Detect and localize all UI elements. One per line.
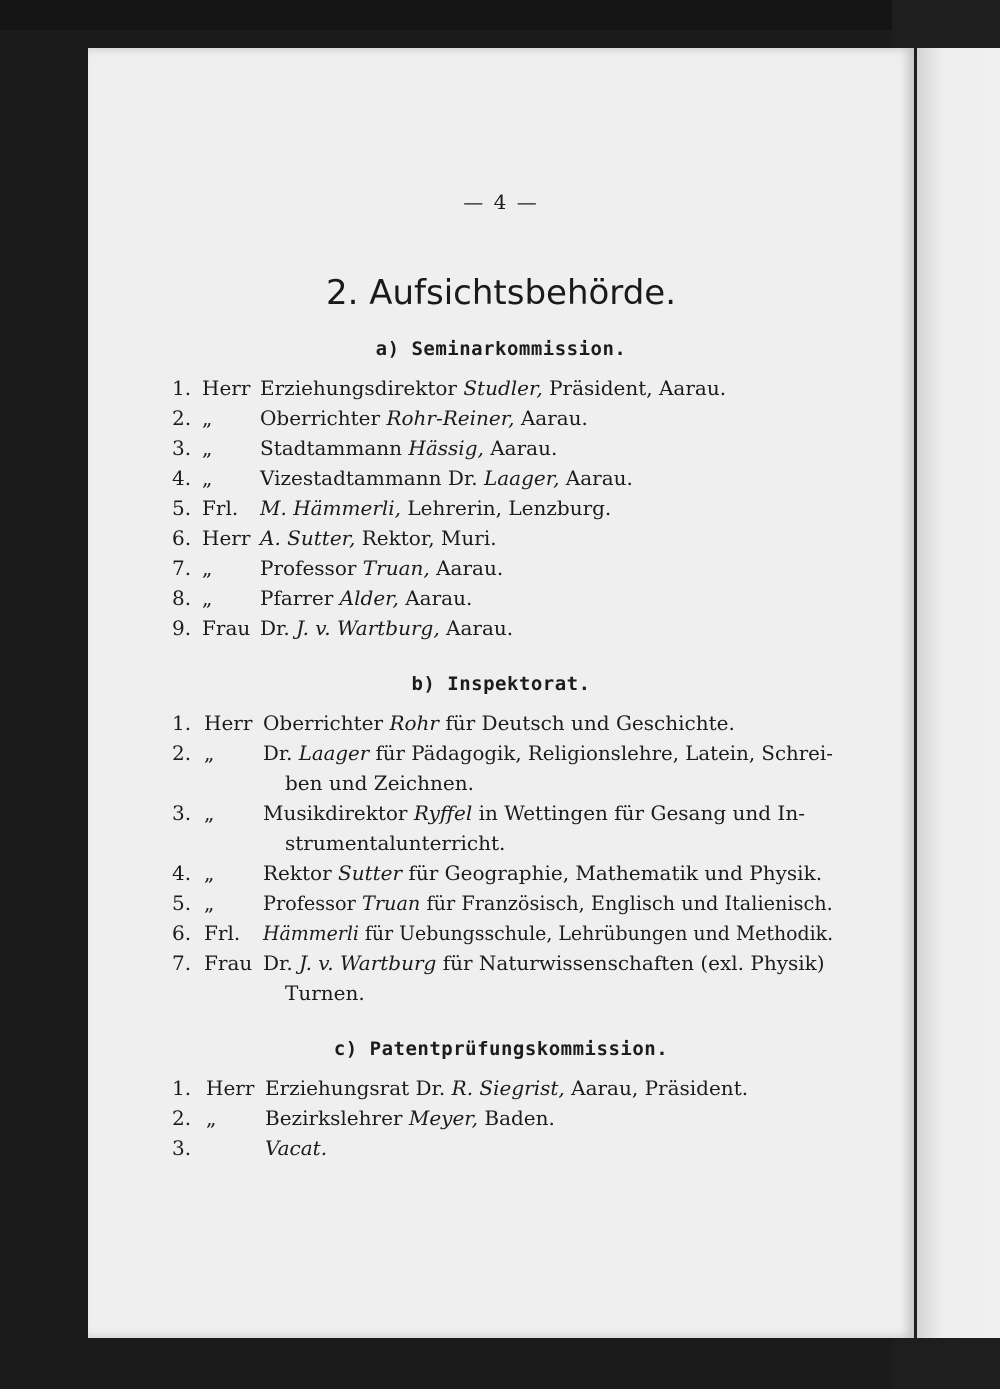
item-honorific: „ [204, 891, 215, 915]
item-honorific: Herr [202, 376, 251, 400]
item-name: A. Sutter, [260, 526, 356, 550]
item-name: Studler, [463, 376, 543, 400]
item-text [263, 708, 735, 738]
item-prefix: Oberrichter [260, 406, 387, 430]
item-suffix: Lehrerin, Lenzburg. [401, 496, 612, 520]
item-continuation: strumentalunterricht. [285, 831, 506, 855]
item-number: 3. [172, 1136, 192, 1160]
item-honorific: „ [202, 466, 213, 490]
item-text [260, 463, 633, 493]
item-prefix: Bezirkslehrer [265, 1106, 409, 1130]
item-text [260, 373, 726, 403]
item-name: Truan [361, 891, 421, 915]
item-prefix: Stadtammann [260, 436, 409, 460]
item-text [260, 583, 472, 613]
item-prefix: Rektor [263, 861, 339, 885]
item-honorific: „ [206, 1106, 217, 1130]
item-suffix: Präsident, Aarau. [542, 376, 727, 400]
item-text [265, 1133, 327, 1163]
item-text [265, 1073, 748, 1103]
item-number: 2. [172, 406, 192, 430]
page-title: 2. Aufsichtsbehörde. [325, 273, 676, 313]
item-prefix: Professor [263, 891, 362, 915]
item-name: M. Hämmerli, [260, 496, 402, 520]
item-name: Rohr [389, 711, 439, 735]
item-number: 4. [172, 861, 192, 885]
item-prefix: Erziehungsdirektor [260, 376, 464, 400]
item-suffix: in Wettingen für Gesang und In- [472, 801, 805, 825]
item-honorific: Herr [202, 526, 251, 550]
item-name: Sutter [338, 861, 403, 885]
item-number: 5. [172, 496, 192, 520]
item-name: Vacat. [265, 1136, 328, 1160]
item-suffix: Aarau. [398, 586, 473, 610]
item-text [260, 553, 503, 583]
item-prefix: Dr. [263, 741, 299, 765]
item-number: 7. [172, 951, 192, 975]
item-name: Laager [298, 741, 370, 765]
item-suffix: für Pädagogik, Religionslehre, Latein, Schrei- [369, 741, 833, 765]
section-b-heading: b) Inspektorat. [411, 673, 591, 695]
item-name: J. v. Wartburg, [296, 616, 440, 640]
scan-border-top [0, 0, 1000, 30]
section-a-heading: a) Seminarkommission. [375, 338, 627, 360]
item-honorific: Frau [204, 951, 253, 975]
item-suffix: Rektor, Muri. [355, 526, 497, 550]
section-c-heading: c) Patentprüfungskommission. [333, 1038, 669, 1060]
item-prefix: Oberrichter [263, 711, 390, 735]
item-name: Hämmerli [263, 921, 359, 945]
item-honorific: Frau [202, 616, 251, 640]
item-honorific: „ [202, 586, 213, 610]
item-number: 9. [172, 616, 192, 640]
item-suffix: für Französisch, Englisch und Italienisch. [420, 891, 833, 915]
item-number: 6. [172, 921, 192, 945]
document-page [88, 48, 914, 1338]
item-honorific: Frl. [204, 921, 241, 945]
item-number: 1. [172, 376, 192, 400]
item-suffix: für Deutsch und Geschichte. [438, 711, 735, 735]
item-suffix: Aarau. [559, 466, 633, 490]
item-name: Hässig, [408, 436, 484, 460]
item-honorific: „ [202, 556, 213, 580]
item-honorific: „ [202, 406, 213, 430]
item-text [263, 888, 833, 918]
item-prefix: Musikdirektor [263, 801, 414, 825]
item-continuation: ben und Zeichnen. [285, 771, 474, 795]
item-prefix: Vizestadtammann Dr. [260, 466, 484, 490]
item-suffix: Baden. [478, 1106, 555, 1130]
item-name: R. Siegrist, [451, 1076, 565, 1100]
item-suffix: für Naturwissenschaften (exl. Physik) [436, 951, 825, 975]
item-text [263, 798, 805, 828]
item-name: Laager, [483, 466, 560, 490]
item-honorific: „ [204, 801, 215, 825]
item-number: 1. [172, 1076, 192, 1100]
item-number: 4. [172, 466, 192, 490]
item-text [263, 858, 822, 888]
item-continuation: Turnen. [285, 981, 365, 1005]
item-honorific: „ [204, 861, 215, 885]
item-number: 3. [172, 436, 192, 460]
item-suffix: für Uebungsschule, Lehrübungen und Methodik. [358, 921, 834, 945]
item-honorific: Herr [206, 1076, 255, 1100]
item-number: 2. [172, 741, 192, 765]
item-suffix: Aarau. [439, 616, 514, 640]
item-number: 3. [172, 801, 192, 825]
item-prefix: Erziehungsrat Dr. [265, 1076, 452, 1100]
item-text [263, 948, 825, 978]
page-number: — 4 — [463, 190, 539, 214]
item-name: Alder, [339, 586, 399, 610]
item-text [260, 523, 497, 553]
item-name: Truan, [362, 556, 430, 580]
item-number: 8. [172, 586, 192, 610]
item-number: 2. [172, 1106, 192, 1130]
item-name: Meyer, [408, 1106, 479, 1130]
item-number: 5. [172, 891, 192, 915]
item-prefix: Dr. [260, 616, 297, 640]
item-suffix: Aarau. [429, 556, 504, 580]
item-name: Rohr-Reiner, [386, 406, 515, 430]
item-number: 6. [172, 526, 192, 550]
item-suffix: Aarau. [514, 406, 588, 430]
item-honorific: „ [204, 741, 215, 765]
item-name: J. v. Wartburg [299, 951, 437, 975]
item-text [260, 613, 513, 643]
item-name: Ryffel [413, 801, 473, 825]
item-text [263, 918, 833, 948]
item-prefix: Dr. [263, 951, 300, 975]
item-honorific: Frl. [202, 496, 239, 520]
item-text [260, 493, 611, 523]
item-text [265, 1103, 555, 1133]
item-honorific: „ [202, 436, 213, 460]
item-text [260, 433, 557, 463]
item-suffix: Aarau. [483, 436, 558, 460]
item-honorific: Herr [204, 711, 253, 735]
item-prefix: Professor [260, 556, 363, 580]
item-number: 7. [172, 556, 192, 580]
item-number: 1. [172, 711, 192, 735]
item-suffix: Aarau, Präsident. [564, 1076, 749, 1100]
item-suffix: für Geographie, Mathematik und Physik. [402, 861, 823, 885]
item-text [263, 738, 833, 768]
item-text [260, 403, 588, 433]
next-page-edge [917, 48, 1000, 1338]
item-prefix: Pfarrer [260, 586, 340, 610]
